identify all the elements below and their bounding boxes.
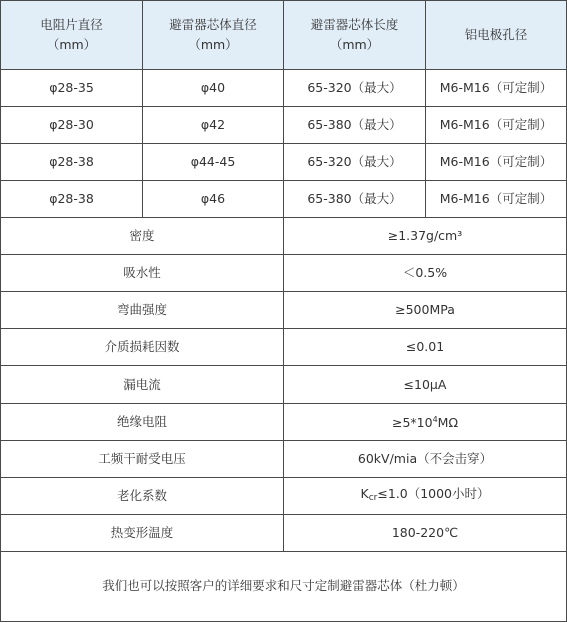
value-suffix: MΩ [437,415,459,431]
header-core-length [284,1,426,70]
size-row [1,107,567,144]
size-row [1,181,567,218]
property-value: ＜0.5% [284,255,567,292]
header-core-length-unit: （mm） [329,37,380,53]
value-prefix: K [360,485,369,501]
core-length-cell: 65-320（最大） [284,70,426,107]
electrode-hole-cell: M6-M16（可定制） [426,144,567,181]
property-label: 工频干耐受电压 [1,440,284,477]
property-row-aging-coefficient [1,477,567,514]
core-diameter-cell: φ42 [143,107,284,144]
size-row [1,70,567,107]
header-row [1,1,567,70]
value-suffix: ≤1.0（1000小时） [377,485,490,501]
core-diameter-cell: φ46 [143,181,284,218]
property-row-water-absorption [1,255,567,292]
property-row-withstand-voltage [1,440,567,477]
header-core-diameter [143,1,284,70]
core-diameter-cell: φ44-45 [143,144,284,181]
footer-row [1,551,567,621]
resistor-diameter-cell: φ28-35 [1,70,143,107]
property-value: ≥500MPa [284,292,567,329]
property-label: 绝缘电阻 [1,403,284,440]
core-length-cell: 65-320（最大） [284,144,426,181]
property-value: ≥1.37g/cm³ [284,218,567,255]
header-core-length-label: 避雷器芯体长度 [310,17,399,33]
core-length-cell: 65-380（最大） [284,107,426,144]
core-length-cell: 65-380（最大） [284,181,426,218]
electrode-hole-cell: M6-M16（可定制） [426,70,567,107]
property-label: 老化系数 [1,477,284,514]
property-label: 介质损耗因数 [1,329,284,366]
property-value [284,403,567,440]
electrode-hole-cell: M6-M16（可定制） [426,181,567,218]
resistor-diameter-cell: φ28-38 [1,181,143,218]
header-core-diameter-unit: （mm） [188,37,238,53]
header-core-diameter-label: 避雷器芯体直径 [169,17,257,33]
value-prefix: ≥5*10 [391,415,433,431]
property-value [284,477,567,514]
header-resistor-diameter-label: 电阻片直径 [40,17,103,33]
header-resistor-diameter [1,1,143,70]
customization-note: 我们也可以按照客户的详细要求和尺寸定制避雷器芯体（杜力顿） [1,551,567,621]
header-electrode-hole: 铝电极孔径 [426,1,567,70]
property-row-dielectric-loss [1,329,567,366]
header-resistor-diameter-unit: （mm） [46,37,97,53]
electrode-hole-cell: M6-M16（可定制） [426,107,567,144]
property-value: 180-220℃ [284,514,567,551]
value-superscript: 4 [432,415,438,425]
property-row-leakage-current [1,366,567,403]
property-row-heat-deflection [1,514,567,551]
property-label: 密度 [1,218,284,255]
property-row-insulation-resistance [1,403,567,440]
core-diameter-cell: φ40 [143,70,284,107]
property-value: 60kV/mia（不会击穿） [284,440,567,477]
value-subscript: cr [368,492,378,503]
property-value: ≤10μA [284,366,567,403]
size-row [1,144,567,181]
property-label: 漏电流 [1,366,284,403]
property-row-flexural-strength [1,292,567,329]
property-label: 吸水性 [1,255,284,292]
resistor-diameter-cell: φ28-30 [1,107,143,144]
property-row-density [1,218,567,255]
property-label: 弯曲强度 [1,292,284,329]
property-value: ≤0.01 [284,329,567,366]
resistor-diameter-cell: φ28-38 [1,144,143,181]
property-label: 热变形温度 [1,514,284,551]
